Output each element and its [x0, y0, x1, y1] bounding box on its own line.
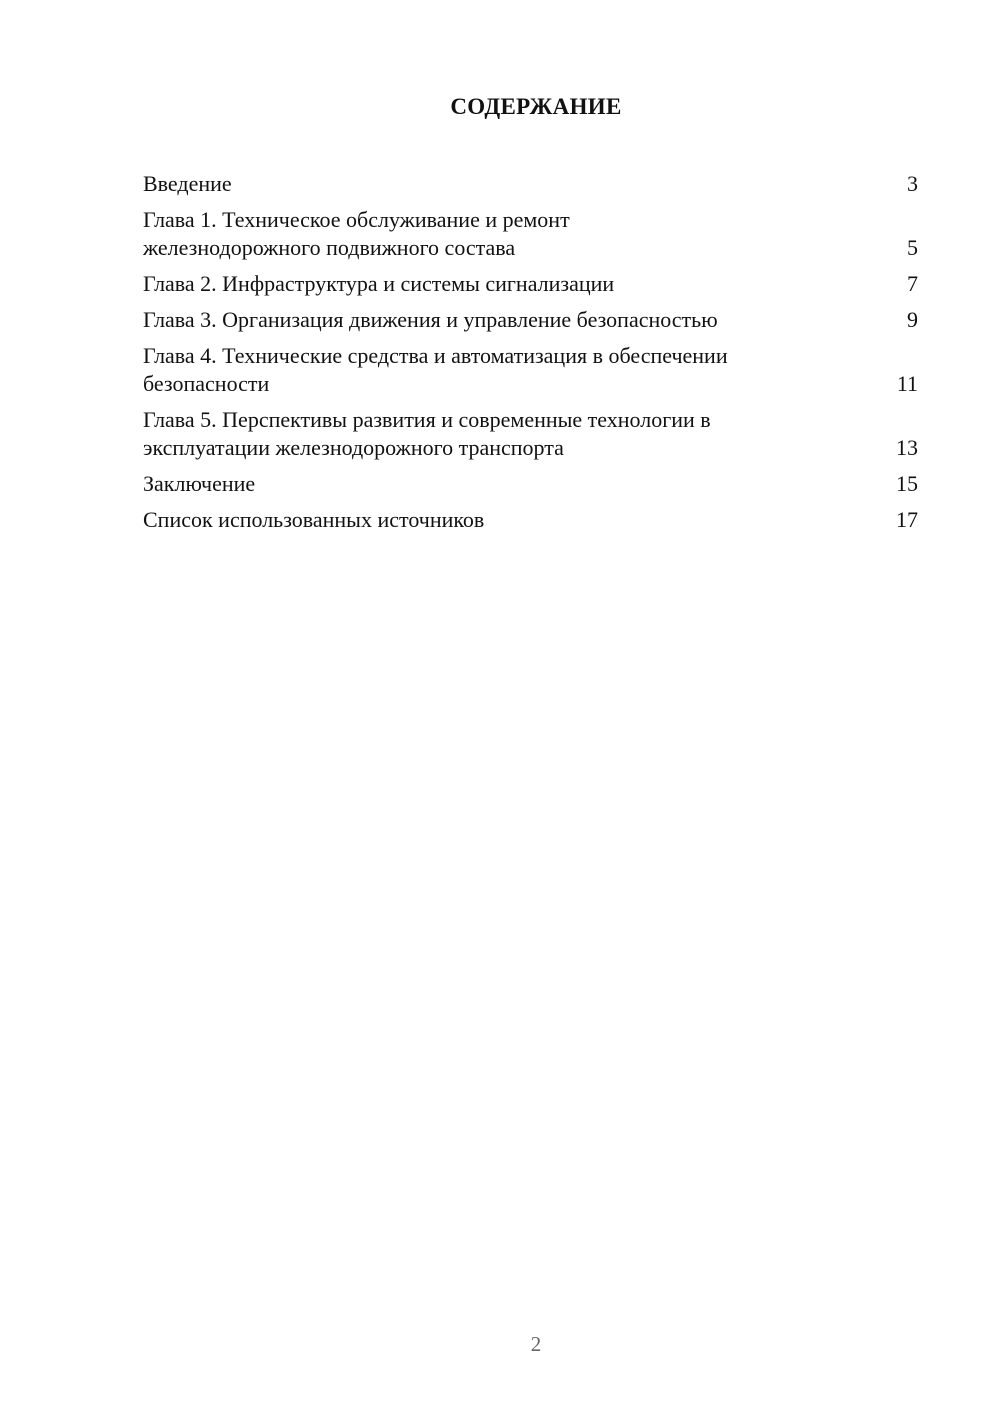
toc-entry-title: Глава 2. Инфраструктура и системы сигнализации — [143, 271, 615, 296]
toc-entry-page-number: 5 — [907, 235, 918, 260]
toc-entry-title: Введение — [143, 171, 232, 196]
table-of-contents — [143, 170, 918, 542]
toc-entry-page-number: 3 — [907, 171, 918, 196]
toc-entry-chapter-5 — [143, 406, 918, 462]
toc-entry-page-number: 13 — [896, 435, 918, 460]
toc-entry-page-number: 15 — [896, 471, 918, 496]
toc-entry-title-continuation: железнодорожного подвижного состава — [143, 235, 516, 260]
toc-entry-page-number: 17 — [896, 507, 918, 532]
toc-entry-title-continuation: эксплуатации железнодорожного транспорта — [143, 435, 564, 460]
toc-entry-page-number: 9 — [907, 307, 918, 332]
page-number-footer: 2 — [530, 1332, 542, 1356]
toc-entry-chapter-3 — [143, 306, 918, 334]
toc-entry-title: Глава 1. Техническое обслуживание и ремонт — [143, 207, 570, 232]
toc-entry-title: Глава 4. Технические средства и автоматизация в обеспечении — [143, 343, 728, 368]
toc-entry-title: Глава 5. Перспективы развития и современные технологии в — [143, 407, 711, 432]
toc-entry-title-continuation: безопасности — [143, 371, 270, 396]
page-title: СОДЕРЖАНИЕ — [450, 94, 622, 119]
toc-entry-page-number: 7 — [907, 271, 918, 296]
toc-entry-conclusion — [143, 470, 918, 498]
toc-entry-title: Глава 3. Организация движения и управление безопасностью — [143, 307, 718, 332]
toc-entry-chapter-4 — [143, 342, 918, 398]
toc-entry-title: Заключение — [143, 471, 256, 496]
toc-entry-chapter-1 — [143, 206, 918, 262]
toc-entry-chapter-2 — [143, 270, 918, 298]
toc-entry-title: Список использованных источников — [143, 507, 485, 532]
toc-entry-references — [143, 506, 918, 534]
toc-entry-page-number: 11 — [896, 371, 918, 396]
toc-entry-introduction — [143, 170, 918, 198]
